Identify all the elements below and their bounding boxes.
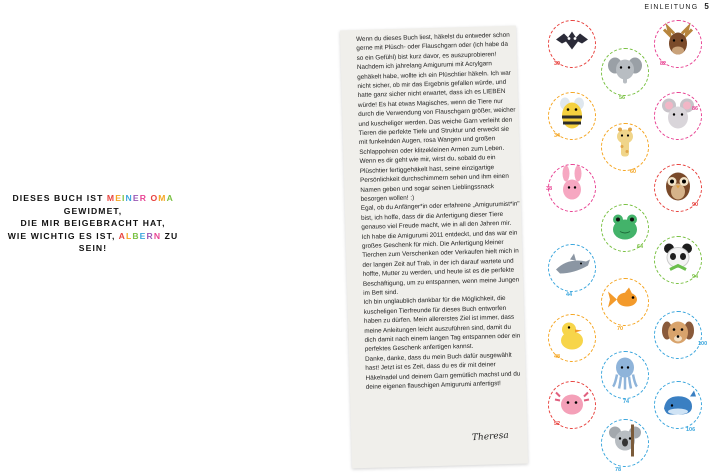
page-number: 5 (704, 2, 710, 11)
dedication-letter: R (146, 230, 154, 241)
page-reference: 74 (623, 399, 630, 405)
page-reference: 34 (554, 133, 561, 139)
page-reference: 38 (546, 186, 553, 192)
page-reference: 70 (617, 326, 624, 332)
puppy-icon (658, 313, 698, 358)
moose-icon (658, 22, 698, 67)
octopus-icon (605, 353, 645, 398)
goldfish-icon (605, 280, 645, 325)
dedication-letter: M (106, 193, 116, 203)
dedication-letter: GEWIDMET, (63, 205, 123, 216)
letter-paragraph: Ich bin unglaublich dankbar für die Möglichkeit, die kuscheligen Tierfreunde für dieses Buch entworfen haben zu dürfen. Mein allererstes Ziel ist immer, dass meine Anleitungen leicht auszuführen sind, damit du dich damit nach einem langen Tag entspannen oder ein perfektes Geschenk anfertigen kannst. (363, 295, 521, 354)
giraffe-icon (605, 125, 645, 170)
dedication-letter: E (132, 193, 140, 203)
page-reference: 86 (692, 106, 699, 112)
letter-text (356, 31, 526, 393)
animal-circle-whale (654, 381, 702, 429)
animal-circle-dolphin (548, 244, 596, 292)
dedication-letter: O (150, 193, 159, 203)
dedication-letter: R (139, 193, 147, 203)
bat-icon (552, 22, 592, 67)
page-reference: 82 (660, 61, 667, 67)
dedication-letter: A (118, 230, 126, 241)
letter-paragraph: Wenn du dieses Buch liest, häkelst du entweder schon gerne mit Plüsch- oder Flauschgarn oder (ich habe da so ein Gefühl) bist kurz davor, es auszuprobieren! (356, 31, 510, 62)
page-reference: 106 (686, 427, 696, 433)
animal-circle-koala (601, 419, 649, 467)
letter-paragraph: Egal, ob du Anfänger*in oder erfahrene „Amigurumist*in" bist, ich hoffe, dass dir die Anfertigung dieser Tiere genauso viel Freude macht, wie in all den Jahren mir. Ich habe die Amigurumi 2011 entdeckt, und das war ein großes Geschenk für mich. Die Anfertigung kleiner Tierchen zum Verschenken oder Verkaufen hielt mich in der langen Zeit auf Trab, in der ich darauf wartete und hoffte, Mutter zu werden, und heute ist es die perfekte Beschäftigung, um zu entspannen, wenn meine Jungen im Bett sind. (360, 200, 520, 297)
page-reference: 48 (554, 354, 561, 360)
dedication-letter: WIE WICHTIG ES IST, (7, 230, 119, 241)
signature: Theresa (471, 430, 510, 444)
page-reference: 52 (554, 421, 561, 427)
dedication-letter: N (153, 230, 162, 241)
bee-icon (552, 94, 592, 139)
page-reference: 44 (566, 292, 573, 298)
whale-icon (658, 383, 698, 428)
letter-paragraph: Danke, danke, dass du mein Buch dafür ausgewählt hast! Jetzt ist es Zeit, dass du es dir mit deiner Häkelnadel und deinem Garn gemütlich machst und du deine eigenen flauschigen Amigurumi anfertigst! (364, 351, 521, 391)
dedication-letter: I (122, 193, 126, 203)
animal-circle-goldfish (601, 278, 649, 326)
letter-paragraph: Nachdem ich jahrelang Amigurumi mit Acrylgarn gehäkelt habe, wollte ich ein Plüschtier häkeln. Ich war nicht sicher, ob mir das Ergebnis gefallen würde, und hatte ganz sicher nicht erwartet, dass ich es LIEBEN würde! Es hat etwas Magisches, wenn die Tiere nur durch die Verwendung von Flauschgarn größer, weicher und kuscheliger werden. Das weiche Garn verleiht den Tieren die perfekte Tiefe und Struktur und erweckt sie mit funkelnden Augen, rosa Wangen und großen Schlappohren oder klitzekleinen Armen zum Leben. Wenn es dir geht wie mir, wirst du, sobald du ein Plüschtier fertiggehäkelt hast, seine einzigartige Persönlichkeit durchschimmern sehen und ihm einen Namen geben und sogar seinen Lieblingssnack besorgen wollen! :) (356, 60, 516, 203)
animal-circle-bunny (548, 164, 596, 212)
page-reference: 100 (698, 341, 708, 347)
page-reference: 56 (619, 95, 626, 101)
dedication (0, 192, 186, 255)
dedication-letter: L (125, 230, 133, 241)
dedication-letter: M (158, 193, 167, 203)
dedication-letter: ZU SEIN! (78, 230, 179, 253)
dolphin-icon (552, 246, 592, 291)
dedication-line-3 (0, 230, 186, 255)
animal-circle-octopus (601, 351, 649, 399)
dedication-letter: B (132, 230, 140, 241)
mouse-icon (658, 94, 698, 139)
dedication-letter: E (139, 230, 147, 241)
bunny-icon (552, 166, 592, 211)
animal-circle-puppy (654, 311, 702, 359)
dedication-letter: DIE MIR BEIGEBRACHT HAT, (20, 218, 166, 228)
dedication-letter: E (115, 193, 123, 203)
section-title: EINLEITUNG (644, 4, 699, 11)
animal-circle-mouse (654, 92, 702, 140)
animal-circle-elephant (601, 48, 649, 96)
page-reference: 30 (554, 61, 561, 67)
running-header (644, 2, 710, 11)
dedication-letter: DIESES BUCH IST (12, 193, 107, 203)
dedication-letter: N (125, 193, 133, 203)
page-reference: 60 (630, 169, 637, 175)
dedication-line-2 (0, 217, 186, 230)
koala-icon (605, 421, 645, 466)
dedication-letter: A (166, 193, 174, 203)
page-reference: 64 (637, 244, 644, 250)
animal-circle-giraffe (601, 123, 649, 171)
page-reference: 94 (692, 274, 699, 280)
elephant-icon (605, 50, 645, 95)
dedication-line-1 (0, 192, 186, 217)
page-reference: 78 (615, 467, 622, 473)
page-reference: 90 (692, 202, 699, 208)
